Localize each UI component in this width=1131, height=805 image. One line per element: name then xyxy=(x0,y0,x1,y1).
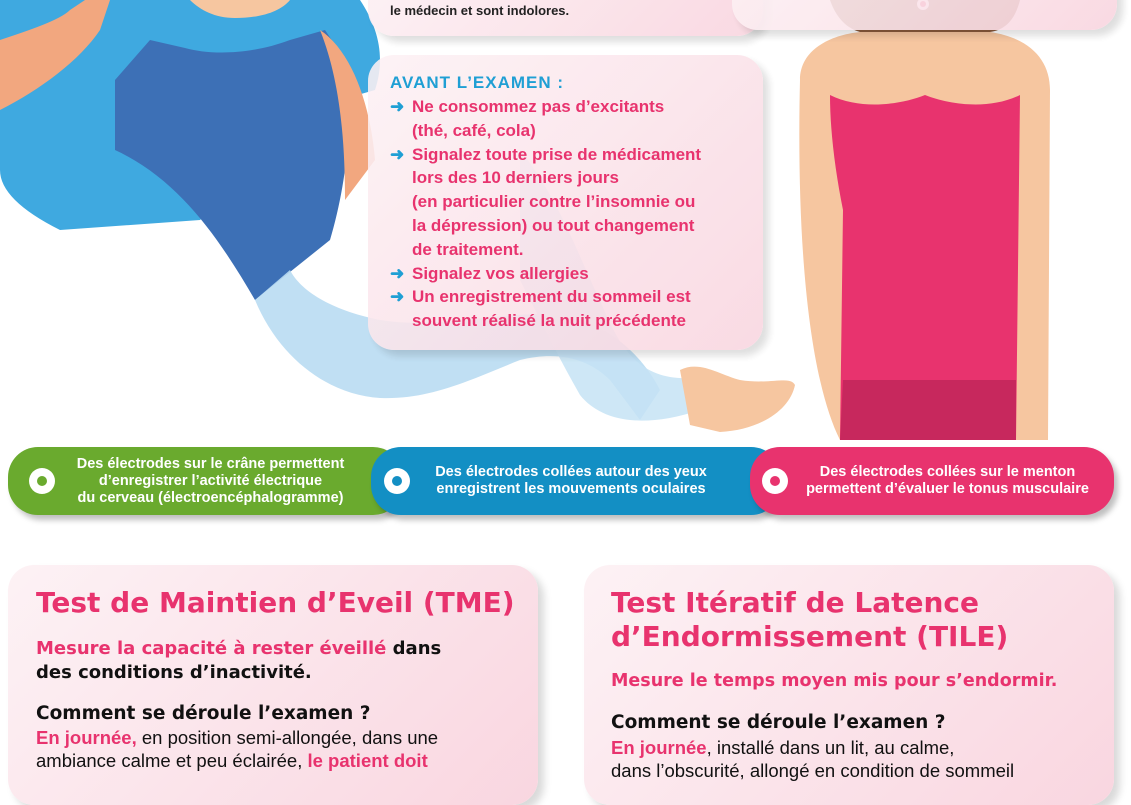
list-item-line: (thé, café, cola) xyxy=(412,120,536,140)
arrow-right-icon: ➜ xyxy=(390,144,405,164)
before-exam-heading: AVANT L’EXAMEN : xyxy=(390,73,565,92)
arrow-right-icon: ➜ xyxy=(390,287,405,307)
list-item xyxy=(390,95,750,143)
tme-desc-highlight: En journée, xyxy=(36,727,137,748)
list-item-line: Signalez toute prise de médicament xyxy=(412,144,702,164)
dress-shade xyxy=(840,380,1016,440)
tile-description xyxy=(611,736,1111,782)
tank-top-shape xyxy=(115,30,349,300)
electrode-band-eyes xyxy=(371,447,781,515)
tme-how-heading: Comment se déroule l’examen ? xyxy=(36,703,371,724)
arrow-right-icon: ➜ xyxy=(390,97,405,116)
electrode-dot-icon xyxy=(762,468,788,494)
tme-measure-highlight: Mesure la capacité à rester éveillé xyxy=(36,638,387,659)
tile-desc-text: , installé dans un lit, au calme, xyxy=(706,737,955,758)
tme-desc-highlight: le patient doit xyxy=(307,750,428,771)
list-item-line: souvent réalisé la nuit précédente xyxy=(412,311,686,331)
electrode-text-line: permettent d’évaluer le tonus musculaire xyxy=(806,481,1089,497)
list-item-line: Ne consommez pas d’excitants xyxy=(412,97,665,116)
tile-how-heading: Comment se déroule l’examen ? xyxy=(611,712,946,733)
list-item-line: Un enregistrement du sommeil est xyxy=(412,287,691,307)
electrode-text xyxy=(416,464,726,498)
list-item-line: lors des 10 derniers jours xyxy=(412,168,619,188)
electrode-text-line: d’enregistrer l’activité électrique xyxy=(98,472,323,489)
tme-title: Test de Maintien d’Eveil (TME) xyxy=(36,586,515,619)
tme-desc-text: en position semi-allongée, dans une xyxy=(136,727,439,748)
electrode-band-chin xyxy=(750,447,1114,515)
tme-measure xyxy=(36,637,526,685)
tme-measure-text: dans xyxy=(386,638,442,659)
tile-measure: Mesure le temps moyen mis pour s’endormir. xyxy=(611,671,1058,691)
electrode-text-line: du cerveau (électroencéphalogramme) xyxy=(77,489,344,506)
tile-title xyxy=(611,586,1008,654)
list-item-line: la dépression) ou tout changement xyxy=(412,215,695,235)
electrode-dot-icon xyxy=(29,468,55,494)
before-exam-list xyxy=(390,95,750,333)
list-item-line: (en particulier contre l’insomnie ou xyxy=(412,192,696,212)
electrode-dot-icon xyxy=(384,468,410,494)
tile-title-line: d’Endormissement (TILE) xyxy=(611,620,1009,653)
arrow-right-icon: ➜ xyxy=(390,263,405,283)
tme-measure-text: des conditions d’inactivité. xyxy=(36,662,312,683)
tile-desc-text: dans l’obscurité, allongé en condition de sommeil xyxy=(611,760,1015,781)
top-right-card xyxy=(732,0,1117,30)
list-item-line: Signalez vos allergies xyxy=(412,263,589,283)
electrode-text-line: Des électrodes sur le crâne permettent xyxy=(76,455,345,472)
tile-desc-highlight: En journée xyxy=(611,737,707,758)
electrode-text-line: Des électrodes collées autour des yeux xyxy=(435,464,707,480)
foot-shape xyxy=(680,367,795,432)
tme-description xyxy=(36,726,531,772)
tile-title-line: Test Itératif de Latence xyxy=(611,586,979,619)
electrode-text-line: Des électrodes collées sur le menton xyxy=(819,464,1076,480)
electrode-text xyxy=(790,464,1105,498)
list-item xyxy=(390,143,750,262)
electrode-band-skull xyxy=(8,447,403,515)
list-item xyxy=(390,285,750,333)
electrode-text-line: enregistrent les mouvements oculaires xyxy=(436,481,706,497)
list-item xyxy=(390,262,750,286)
electrode-text xyxy=(53,456,368,507)
list-item-line: de traitement. xyxy=(412,239,524,259)
tme-desc-text: ambiance calme et peu éclairée, xyxy=(36,750,308,771)
top-note: le médecin et sont indolores. xyxy=(390,3,570,18)
